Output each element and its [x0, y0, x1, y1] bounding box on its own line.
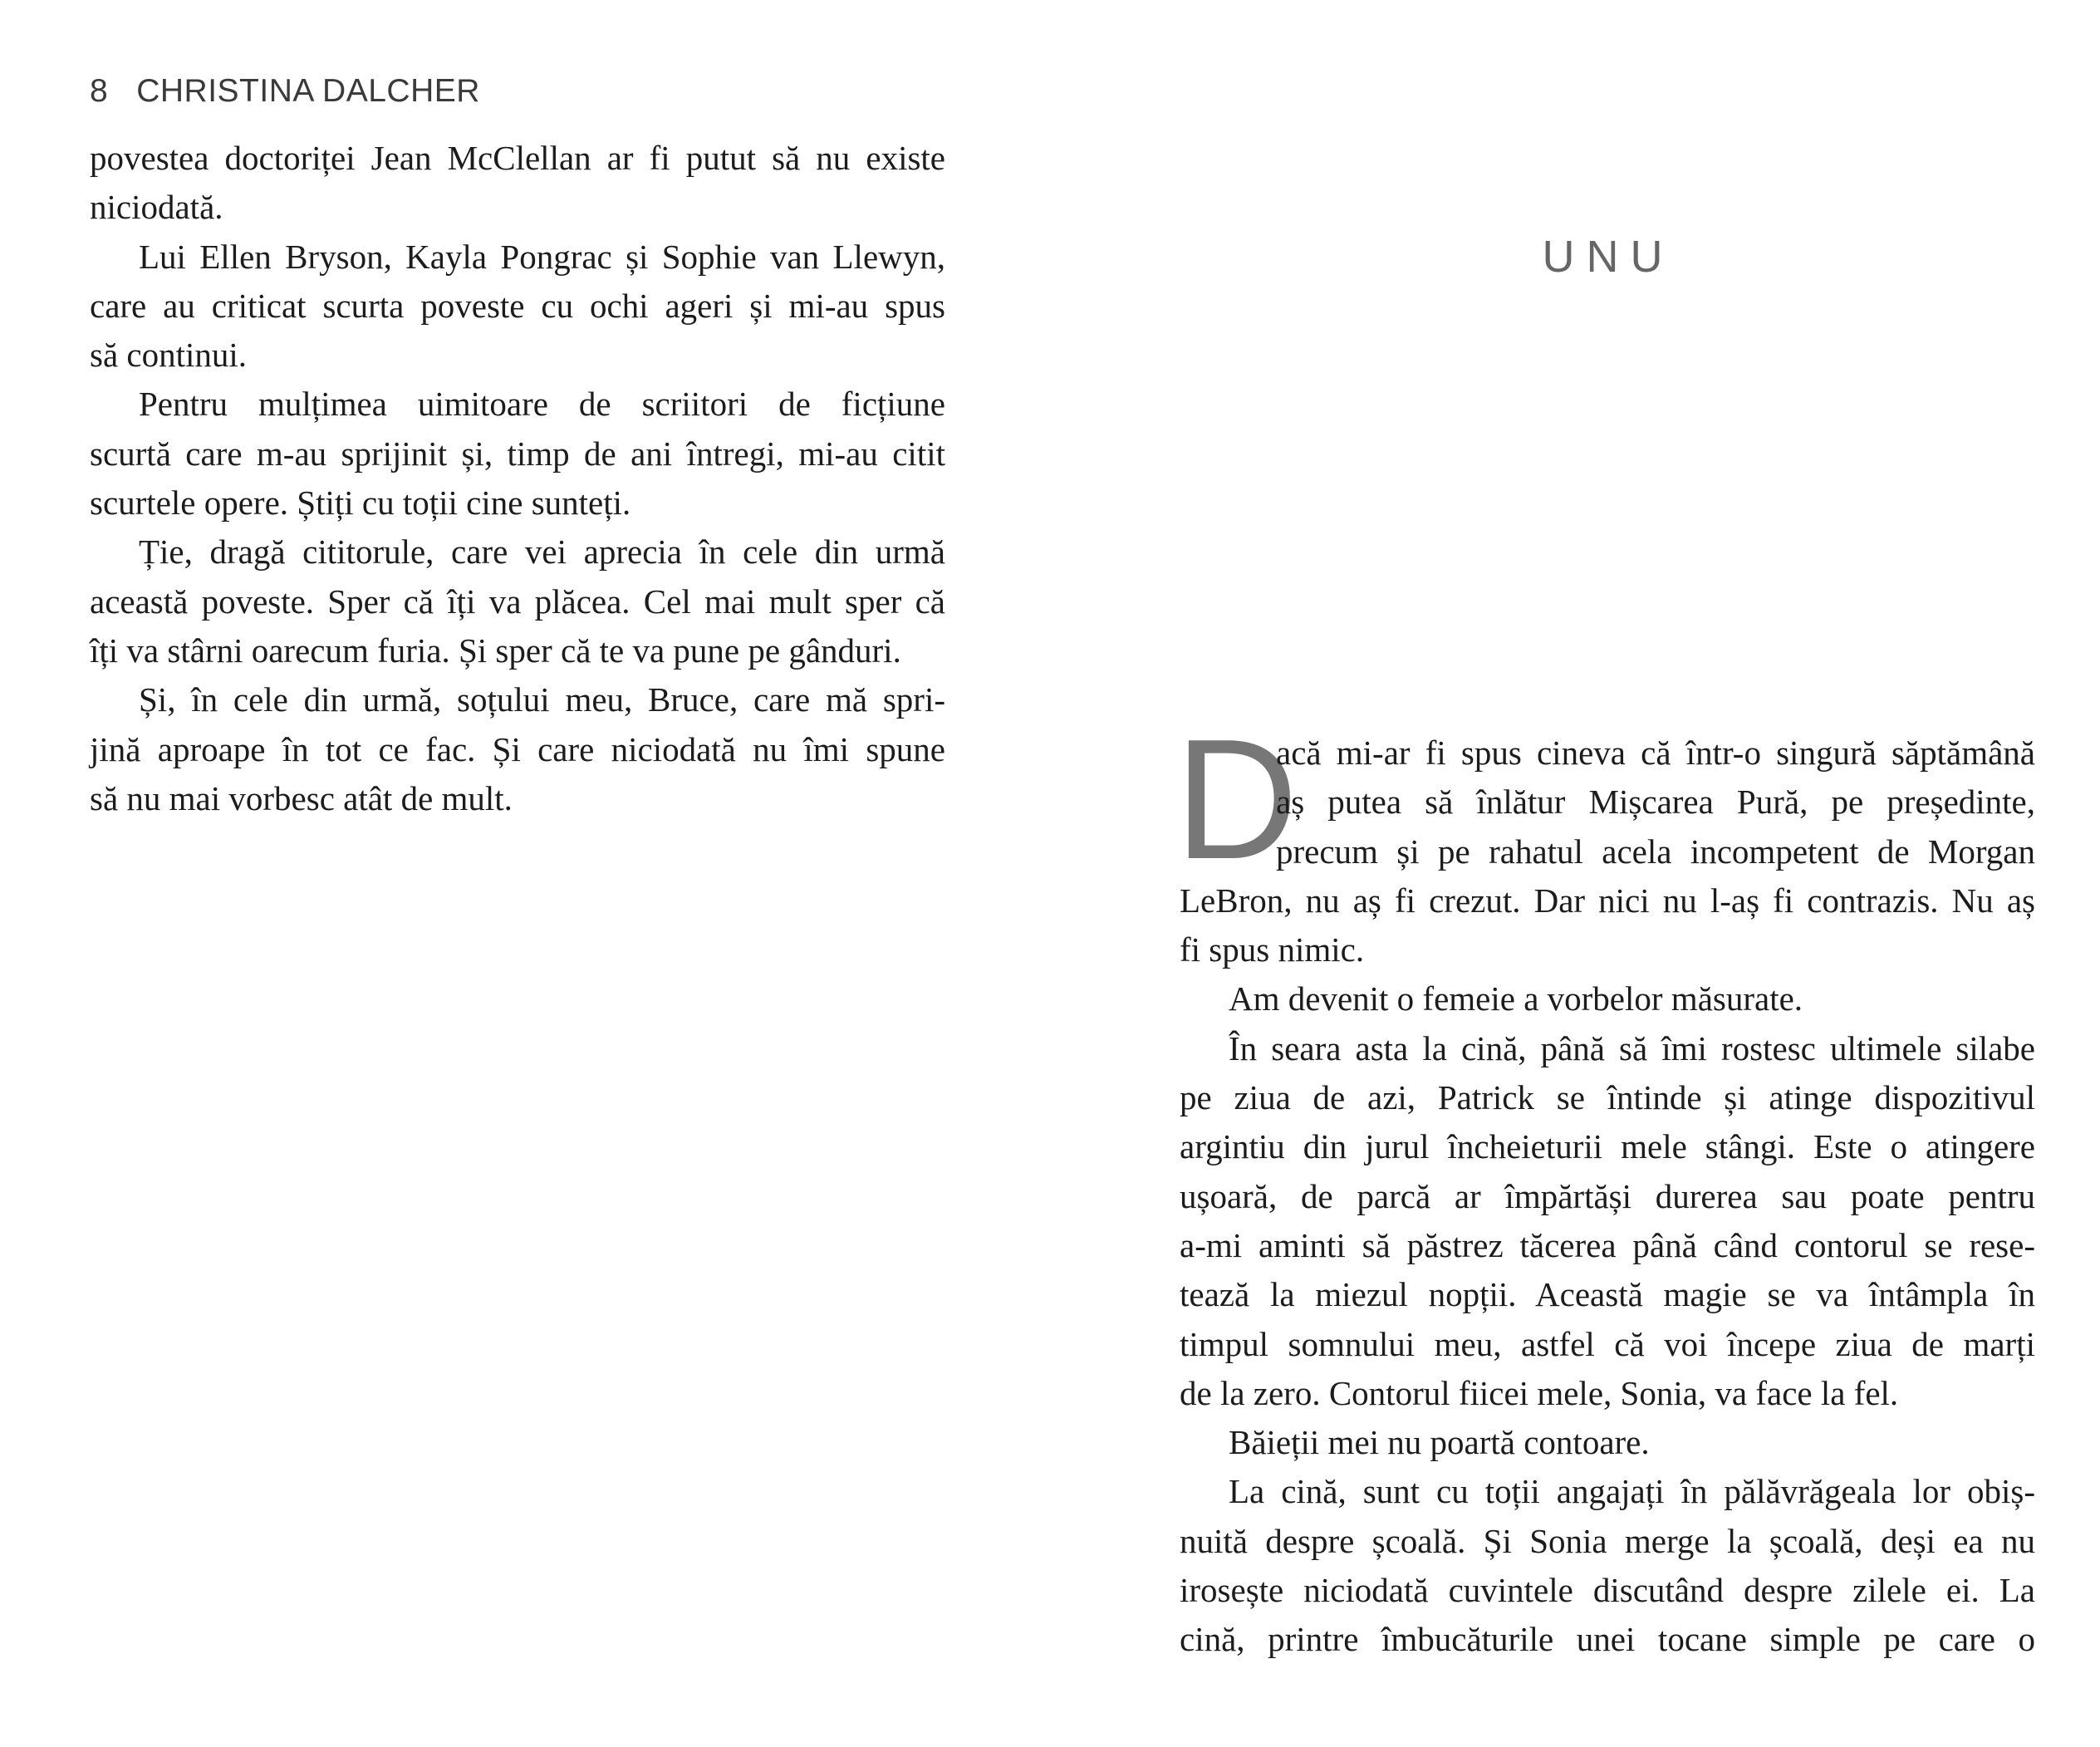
paragraph — [90, 528, 945, 675]
text-line: nuită despre școală. Și Sonia merge la școală, deși ea nu — [1180, 1521, 2035, 1560]
text-line: Băieții mei nu poartă contoare. — [1229, 1423, 1650, 1462]
text-line: pe ziua de azi, Patrick se întinde și atinge dispozitivul — [1180, 1078, 2035, 1117]
text-line: a-mi aminti să păstrez tăcerea până când contorul se rese- — [1180, 1225, 2035, 1264]
paragraph — [1180, 974, 2035, 1023]
paragraph — [1180, 1467, 2035, 1664]
text-line: jină aproape în tot ce fac. Și care niciodată nu îmi spune — [90, 729, 945, 768]
text-line: LeBron, nu aș fi crezut. Dar nici nu l-aș fi contrazis. Nu aș — [1180, 881, 2035, 920]
paragraph — [1180, 1418, 2035, 1467]
paragraph — [90, 134, 945, 233]
text-line: irosește niciodată cuvintele discutând despre zilele ei. La — [1180, 1571, 2035, 1610]
text-line: tează la miezul nopții. Această magie se va întâmpla în — [1180, 1275, 2035, 1314]
left-page-body — [90, 134, 945, 823]
drop-cap: D — [1175, 704, 1298, 895]
text-line: îți va stârni oarecum furia. Și sper că te va pune pe gânduri. — [90, 631, 901, 670]
text-line: acă mi-ar fi spus cineva că într-o singură săptămână — [1276, 734, 2035, 772]
paragraph — [1180, 1024, 2035, 1418]
paragraph — [90, 233, 945, 380]
text-line: cină, printre îmbucăturile unei tocane simple pe care o — [1180, 1620, 2035, 1659]
text-line: Lui Ellen Bryson, Kayla Pongrac și Sophie van Llewyn, — [139, 237, 945, 276]
text-line: În seara asta la cină, până să îmi rostesc ultimele silabe — [1229, 1028, 2035, 1067]
paragraph — [90, 675, 945, 823]
text-line: care au criticat scurta poveste cu ochi ageri și mi-au spus — [90, 286, 945, 325]
chapter-title: UNU — [1542, 232, 1675, 282]
text-line: Am devenit o femeie a vorbelor măsurate. — [1229, 979, 1803, 1018]
right-page-body — [1180, 729, 2035, 1665]
text-line: aș putea să înlătur Mișcarea Pură, pe președinte, — [1276, 783, 2035, 822]
text-line: Și, în cele din urmă, soțului meu, Bruce, care mă spri- — [139, 680, 945, 719]
text-line: să nu mai vorbesc atât de mult. — [90, 778, 513, 817]
text-line: La cină, sunt cu toții angajați în pălăvrăgeala lor obiș- — [1229, 1472, 2035, 1511]
text-line: Ție, dragă cititorule, care vei aprecia în cele din urmă — [139, 532, 945, 572]
text-line: scurtă care m-au sprijinit și, timp de ani întregi, mi-au citit — [90, 434, 945, 473]
text-line: timpul somnului meu, astfel că voi începe ziua de marți — [1180, 1324, 2035, 1363]
text-line: scurtele opere. Știți cu toții cine sunteți. — [90, 483, 631, 523]
text-line: argintiu din jurul încheieturii mele stângi. Este o atingere — [1180, 1127, 2035, 1166]
running-head: 8 CHRISTINA DALCHER — [90, 73, 480, 109]
text-line: de la zero. Contorul fiicei mele, Sonia, va face la fel. — [1180, 1373, 1899, 1412]
text-line: precum și pe rahatul acela incompetent de Morgan — [1276, 832, 2035, 871]
text-line: această poveste. Sper că îți va plăcea. Cel mai mult sper că — [90, 582, 945, 621]
text-line: fi spus nimic. — [1180, 930, 1365, 969]
paragraph — [90, 380, 945, 528]
text-line: povestea doctoriței Jean McClellan ar fi putut să nu existe — [90, 139, 945, 177]
text-line: niciodată. — [90, 188, 223, 227]
text-line: să continui. — [90, 336, 248, 375]
paragraph — [1180, 729, 2035, 974]
text-line: ușoară, de parcă ar împărtăși durerea sau poate pentru — [1180, 1176, 2035, 1215]
text-line: Pentru mulțimea uimitoare de scriitori de ficțiune — [139, 385, 945, 424]
